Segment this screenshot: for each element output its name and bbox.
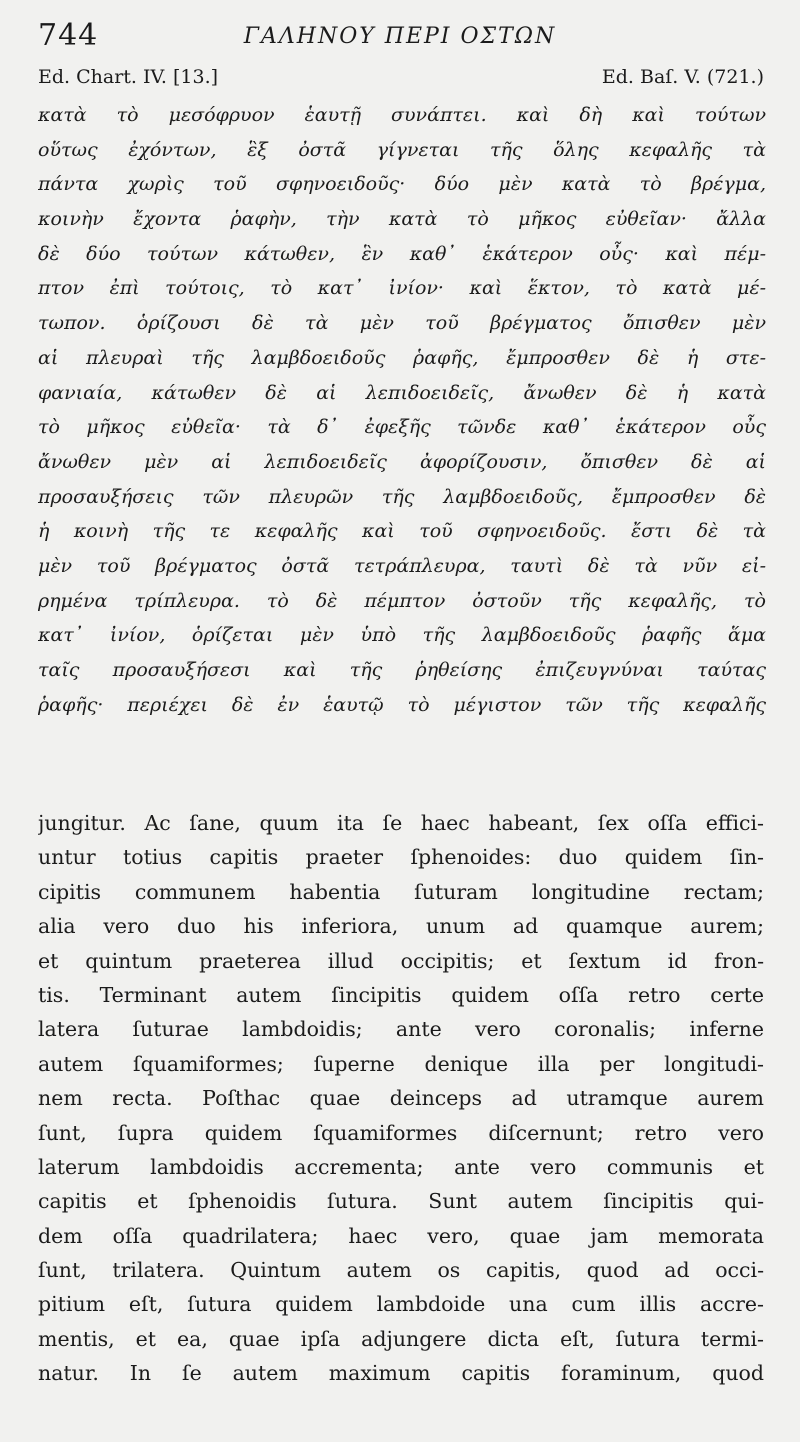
latin-line: nem recta. Poſthac quae deinceps ad utramque aurem bbox=[38, 1086, 764, 1111]
greek-line: κατὰ τὸ μεσόφρυον ἑαυτῇ συνάπτει. καὶ δὴ καὶ τούτων bbox=[38, 104, 766, 126]
edition-reference-line bbox=[38, 66, 764, 96]
latin-line: laterum lambdoidis accrementa; ante vero communis et bbox=[38, 1154, 764, 1179]
latin-line: untur totius capitis praeter ſphenoides: duo quidem ſin- bbox=[38, 845, 764, 870]
page-number: 744 bbox=[38, 18, 99, 53]
greek-line: μὲν τοῦ βρέγματος ὀστᾶ τετράπλευρα, ταυτὶ δὲ τὰ νῦν εἰ- bbox=[38, 554, 766, 577]
greek-line: ρημένα τρίπλευρα. τὸ δὲ πέμπτον ὀστοῦν τῆς κεφαλῆς, τὸ bbox=[38, 589, 766, 612]
greek-line: πτον ἐπὶ τούτοις, τὸ κατ᾽ ἰνίον· καὶ ἕκτον, τὸ κατὰ μέ- bbox=[38, 277, 766, 300]
greek-line: κατ᾽ ἰνίον, ὁρίζεται μὲν ὑπὸ τῆς λαμβδοειδοῦς ῥαφῆς ἅμα bbox=[38, 624, 766, 647]
edition-basel-ref: Ed. Baſ. V. (721.) bbox=[601, 66, 764, 88]
greek-line: ταῖς προσαυξήσεσι καὶ τῆς ῥηθείσης ἐπιζευγνύναι ταύτας bbox=[38, 659, 766, 681]
latin-line: pitium eſt, ſutura quidem lambdoide una cum illis accre- bbox=[38, 1292, 764, 1317]
greek-line: δὲ δύο τούτων κάτωθεν, ἓν καθ᾽ ἑκάτερον οὖς· καὶ πέμ- bbox=[38, 242, 766, 265]
greek-line: τωπον. ὁρίζουσι δὲ τὰ μὲν τοῦ βρέγματος ὄπισθεν μὲν bbox=[38, 312, 766, 335]
greek-line: κοινὴν ἔχοντα ῥαφὴν, τὴν κατὰ τὸ μῆκος εὐθεῖαν· ἄλλα bbox=[38, 208, 766, 231]
latin-line: dem oſſa quadrilatera; haec vero, quae jam memorata bbox=[38, 1223, 764, 1248]
greek-text-block bbox=[38, 98, 766, 722]
latin-line: cipitis communem habentia ſuturam longitudine rectam; bbox=[38, 879, 764, 904]
greek-line: οὕτως ἐχόντων, ἓξ ὀστᾶ γίγνεται τῆς ὅλης κεφαλῆς τὰ bbox=[38, 138, 766, 161]
greek-line: ῥαφῆς· περιέχει δὲ ἐν ἑαυτῷ τὸ μέγιστον τῶν τῆς κεφαλῆς bbox=[38, 693, 766, 716]
running-head bbox=[30, 14, 770, 58]
latin-line: latera ſuturae lambdoidis; ante vero coronalis; inferne bbox=[38, 1017, 764, 1042]
greek-line: ἡ κοινὴ τῆς τε κεφαλῆς καὶ τοῦ σφηνοειδοῦς. ἔστι δὲ τὰ bbox=[38, 520, 766, 543]
running-title: ΓΑΛΗΝΟΥ ΠΕΡΙ ΟΣΤΩΝ bbox=[243, 24, 557, 49]
latin-text-block bbox=[38, 806, 764, 1391]
latin-line: natur. In ſe autem maximum capitis foraminum, quod bbox=[38, 1361, 764, 1386]
latin-line: ſunt, trilatera. Quintum autem os capitis, quod ad occi- bbox=[38, 1258, 764, 1283]
greek-line: αἱ πλευραὶ τῆς λαμβδοειδοῦς ῥαφῆς, ἔμπροσθεν δὲ ἡ στε- bbox=[38, 346, 766, 369]
greek-line: πάντα χωρὶς τοῦ σφηνοειδοῦς· δύο μὲν κατὰ τὸ βρέγμα, bbox=[38, 173, 766, 196]
greek-line: προσαυξήσεις τῶν πλευρῶν τῆς λαμβδοειδοῦς, ἔμπροσθεν δὲ bbox=[38, 485, 766, 508]
latin-line: et quintum praeterea illud occipitis; et ſextum id fron- bbox=[38, 948, 764, 973]
greek-line: ἄνωθεν μὲν αἱ λεπιδοειδεῖς ἀφορίζουσιν, ὄπισθεν δὲ αἱ bbox=[38, 450, 766, 473]
greek-line: φανιαία, κάτωθεν δὲ αἱ λεπιδοειδεῖς, ἄνωθεν δὲ ἡ κατὰ bbox=[38, 381, 766, 404]
latin-line: alia vero duo his inferiora, unum ad quamque aurem; bbox=[38, 914, 764, 939]
latin-line: capitis et ſphenoidis ſutura. Sunt autem ſincipitis qui- bbox=[38, 1189, 764, 1214]
latin-line: autem ſquamiformes; ſuperne denique illa per longitudi- bbox=[38, 1051, 764, 1076]
latin-line: jungitur. Ac ſane, quum ita ſe haec habeant, ſex oſſa effici- bbox=[38, 811, 764, 835]
edition-chartier-ref: Ed. Chart. IV. [13.] bbox=[38, 66, 219, 88]
latin-line: mentis, et ea, quae ipſa adjungere dicta eſt, ſutura termi- bbox=[38, 1326, 764, 1351]
greek-line: τὸ μῆκος εὐθεῖα· τὰ δ᾽ ἐφεξῆς τῶνδε καθ᾽ ἑκάτερον οὖς bbox=[38, 416, 766, 439]
latin-line: ſunt, ſupra quidem ſquamiformes diſcernunt; retro vero bbox=[38, 1120, 764, 1145]
latin-line: tis. Terminant autem ſincipitis quidem oſſa retro certe bbox=[38, 982, 764, 1007]
